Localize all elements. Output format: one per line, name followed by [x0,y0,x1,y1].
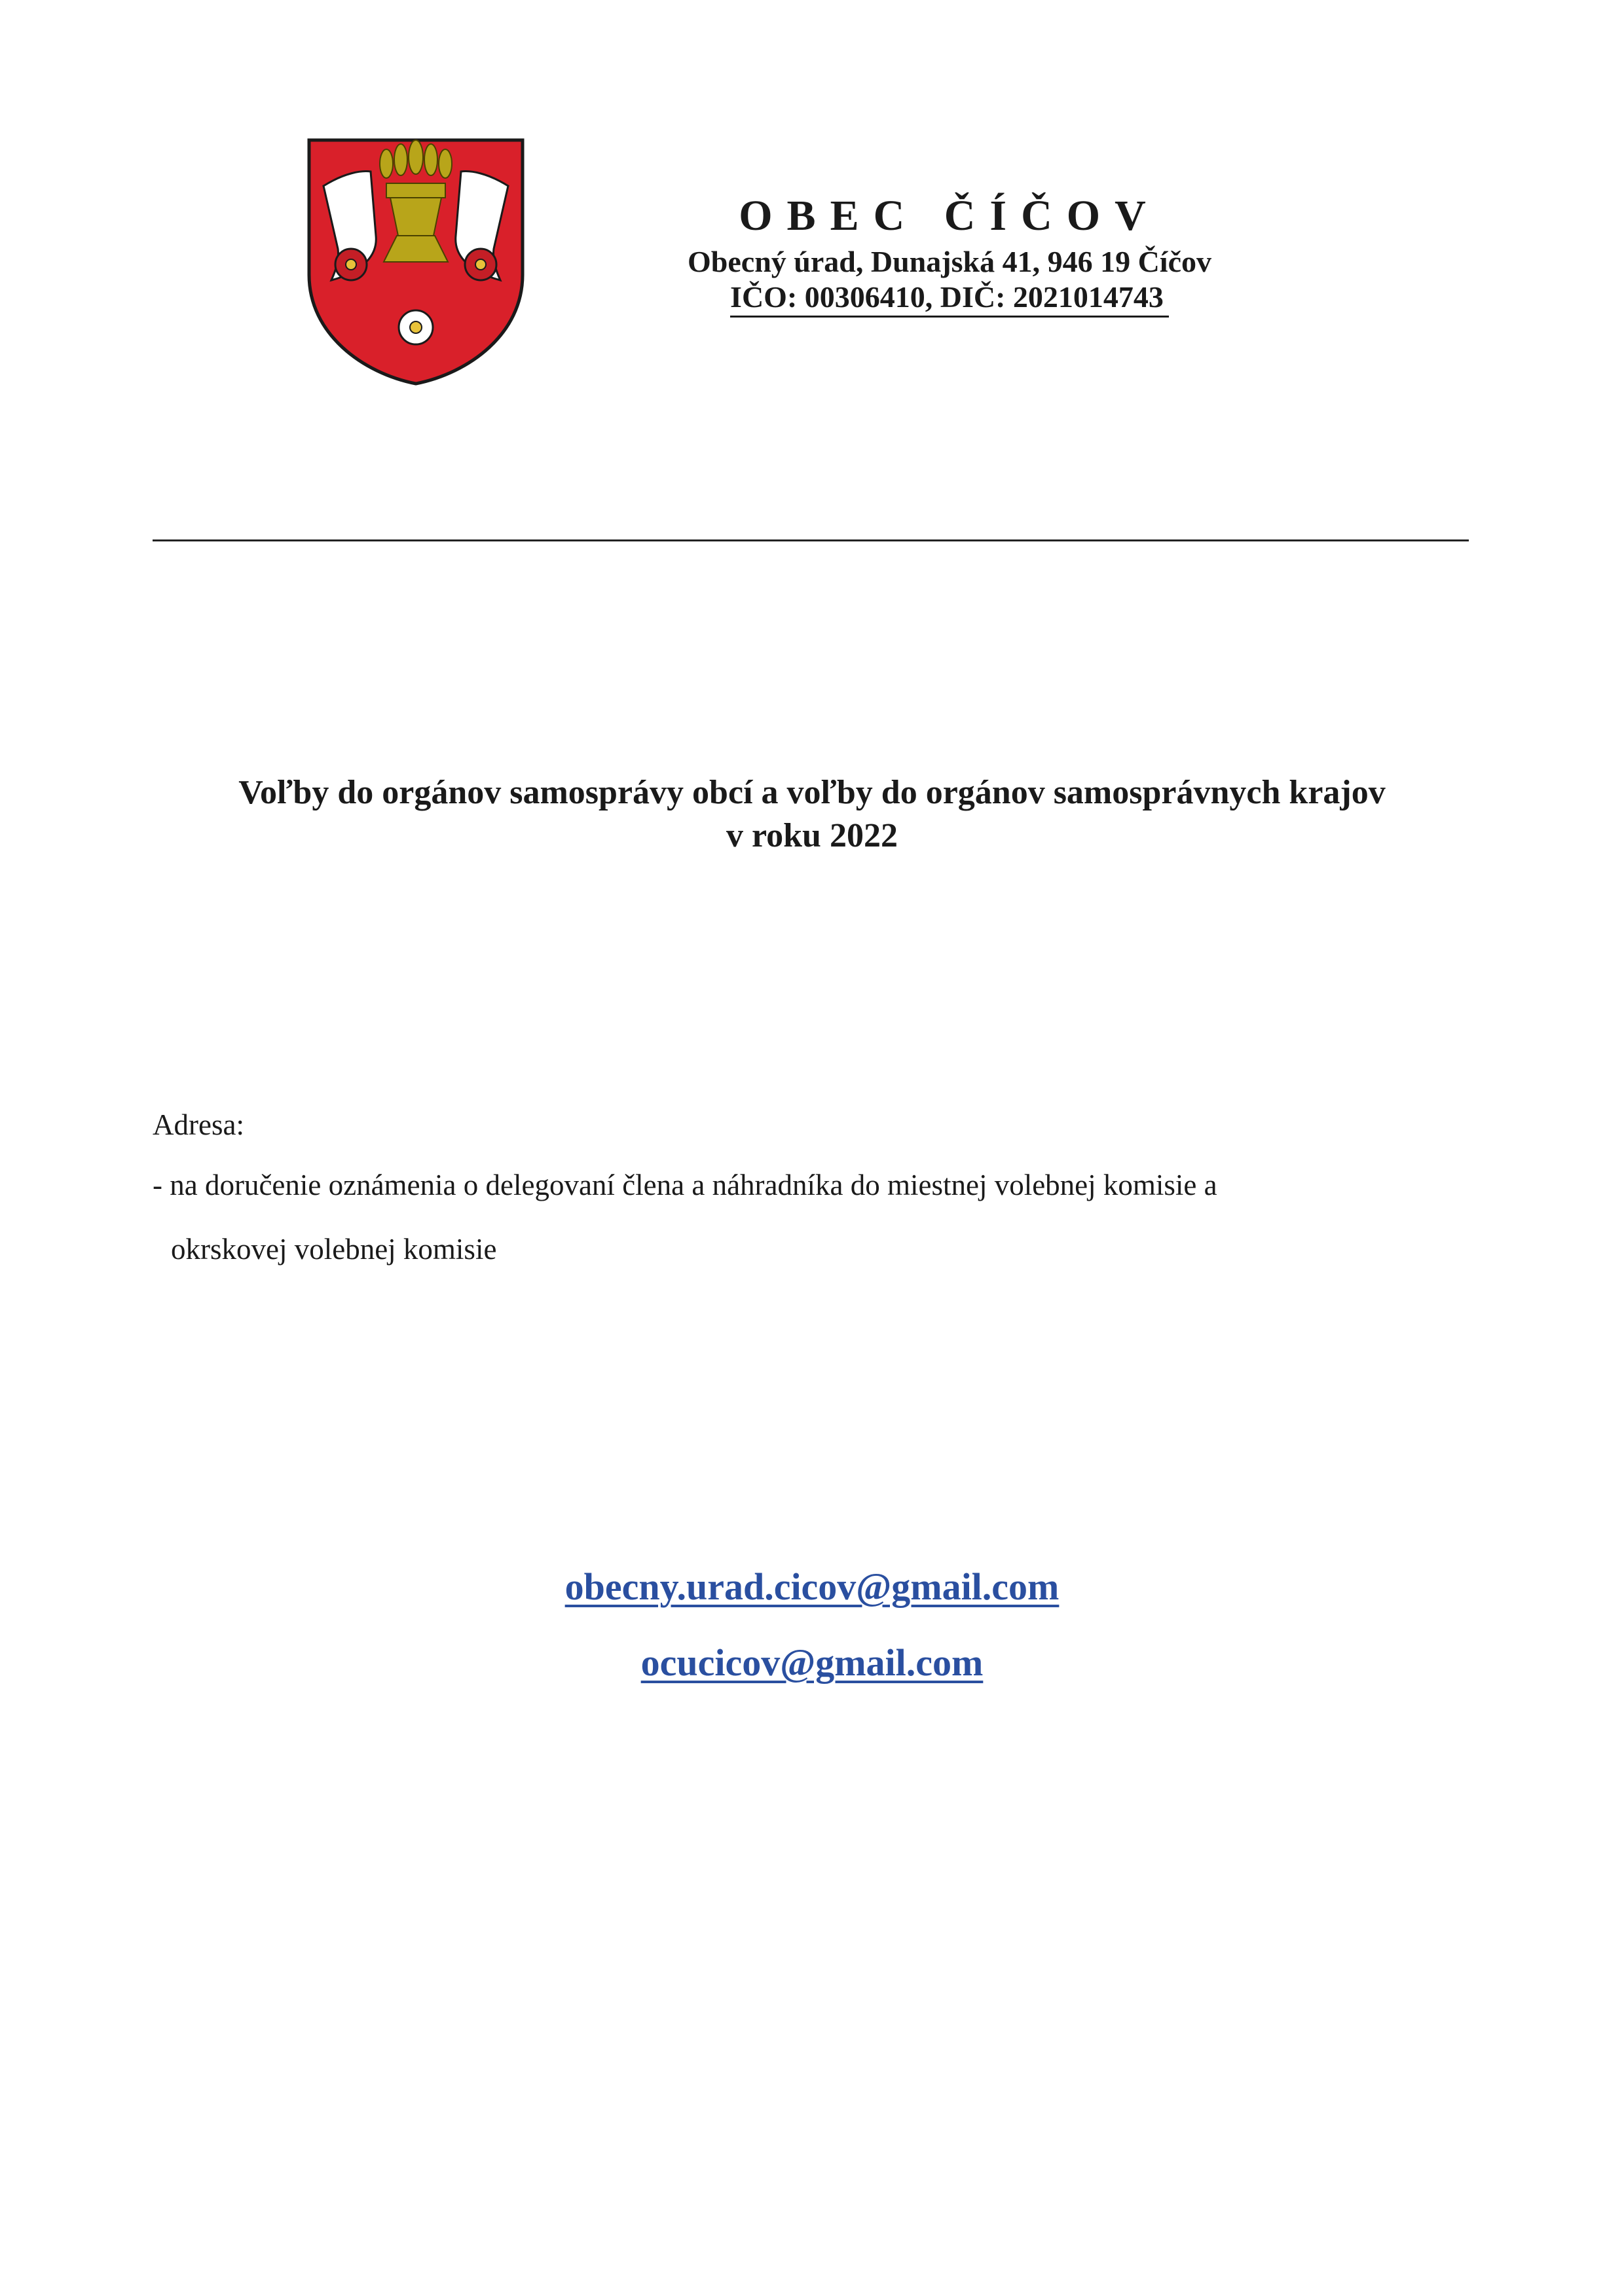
org-name: OBEC ČÍČOV [739,192,1160,240]
letterhead [616,190,1283,318]
document-title-line1: Voľby do orgánov samosprávy obcí a voľby do orgánov samosprávnych krajov [238,774,1386,811]
coat-of-arms-icon [305,137,526,386]
address-line-1: - na doručenie oznámenia o delegovaní člena a náhradníka do miestnej volebnej komisie a [153,1169,1217,1201]
email-row [0,1639,1624,1686]
email-link-ocucicov[interactable]: ocucicov@gmail.com [640,1641,984,1684]
email-list [0,1563,1624,1715]
email-row [0,1563,1624,1611]
org-address: Obecný úrad, Dunajská 41, 946 19 Číčov [688,245,1211,278]
org-ids: IČO: 00306410, DIČ: 2021014743 [730,280,1169,318]
address-label: Adresa: [153,1108,244,1141]
document-title [131,771,1493,858]
address-block [153,1106,1475,1295]
header-divider [153,539,1469,541]
email-link-obecny-urad[interactable]: obecny.urad.cicov@gmail.com [564,1565,1060,1608]
address-line-2: okrskovej volebnej komisie [171,1233,497,1266]
document-title-line2: v roku 2022 [726,817,898,854]
